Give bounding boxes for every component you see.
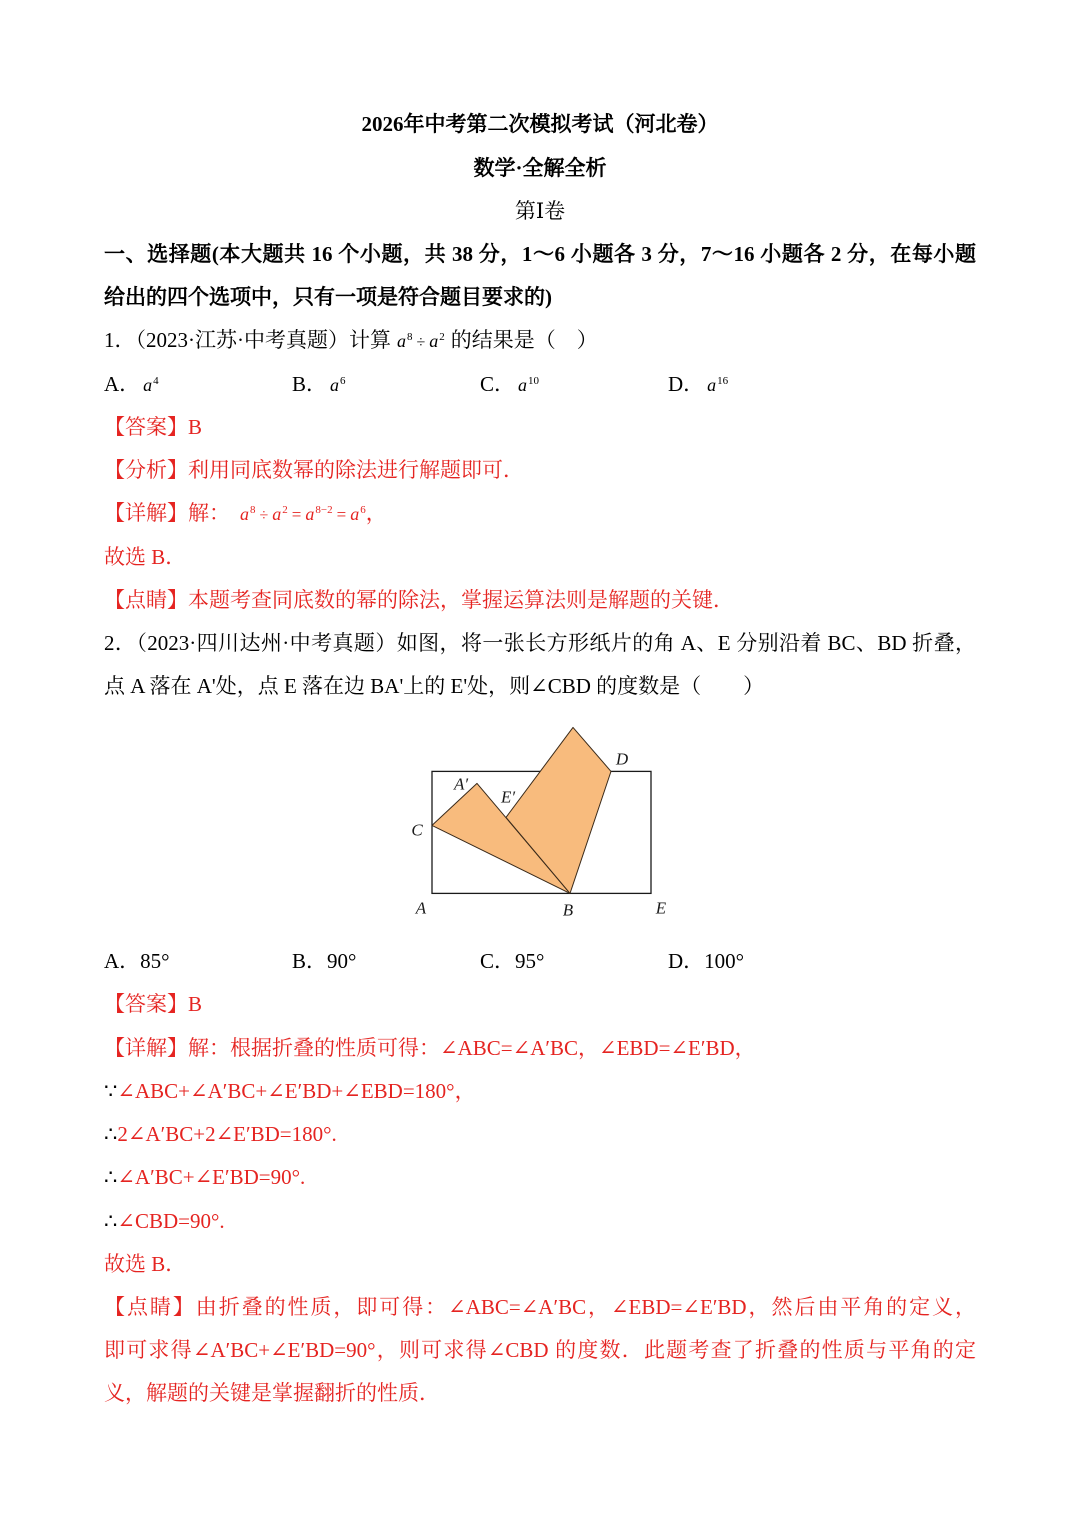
option-base: a bbox=[143, 374, 153, 395]
q2-option-b bbox=[292, 940, 480, 983]
therefore-symbol: ∴ bbox=[104, 1122, 118, 1147]
q1-stem-suffix: 的结果是（ ） bbox=[450, 328, 598, 353]
detail-base: a bbox=[272, 504, 282, 525]
q2-answer: 【答案】B bbox=[104, 992, 203, 1017]
option-math bbox=[707, 375, 728, 395]
q1-comment: 【点睛】本题考查同底数的幂的除法，掌握运算法则是解题的关键． bbox=[104, 587, 734, 612]
because-symbol: ∵ bbox=[104, 1078, 118, 1103]
q1-option-c bbox=[480, 363, 668, 410]
label-b: B bbox=[562, 900, 574, 920]
therefore-symbol: ∴ bbox=[104, 1165, 118, 1190]
q1-expr-base-1: a bbox=[397, 331, 406, 352]
q2-stem-line-1: 2．（2023·四川达州·中考真题）如图，将一张长方形纸片的角 A、E 分别沿着 BC、BD 折叠， bbox=[104, 631, 976, 656]
detail-exponent-1: 8 bbox=[250, 504, 256, 517]
q1-analysis: 【分析】利用同底数幂的除法进行解题即可． bbox=[104, 458, 524, 483]
q2-option-d bbox=[668, 940, 856, 983]
q2-comment-line-3: 义，解题的关键是掌握翻折的性质． bbox=[104, 1381, 440, 1406]
section-heading-line-1: 一、选择题(本大题共 16 个小题，共 38 分，1～6 小题各 3 分，7～16 小题各 2 分，在每小题 bbox=[104, 242, 976, 267]
detail-end-punct: ， bbox=[365, 501, 387, 526]
option-label: D． bbox=[668, 949, 705, 974]
q1-stem bbox=[104, 319, 976, 362]
q1-expr-base-2: a bbox=[429, 331, 439, 352]
detail-base: a bbox=[350, 504, 360, 525]
detail-operator: ÷ bbox=[259, 507, 269, 525]
q1-expr-exponent-1: 8 bbox=[407, 331, 413, 344]
option-label: C． bbox=[480, 371, 516, 396]
option-base: a bbox=[518, 374, 528, 395]
option-label: B． bbox=[292, 949, 328, 974]
q1-detail-prefix: 【详解】解： bbox=[104, 501, 230, 526]
option-exponent: 4 bbox=[153, 374, 159, 387]
detail-base: a bbox=[305, 504, 315, 525]
page-subtitle: 数学·全解全析 bbox=[473, 155, 607, 180]
option-label: A． bbox=[104, 949, 141, 974]
q2-detail-step-2 bbox=[104, 1113, 976, 1156]
option-value: 95° bbox=[515, 949, 545, 974]
q2-option-a bbox=[104, 940, 292, 983]
label-d: D bbox=[615, 749, 629, 769]
q1-stem-prefix: 1．（2023·江苏·中考真题）计算 bbox=[104, 328, 391, 353]
q1-conclusion: 故选 B． bbox=[104, 544, 187, 569]
detail-equals: = bbox=[291, 505, 302, 525]
option-base: a bbox=[707, 374, 717, 395]
q2-detail-line-1: 【详解】解：根据折叠的性质可得：∠ABC=∠A′BC，∠EBD=∠E′BD， bbox=[104, 1035, 756, 1060]
folding-figure bbox=[396, 708, 696, 940]
q1-answer: 【答案】B bbox=[104, 414, 203, 439]
q2-option-c bbox=[480, 940, 668, 983]
q2-comment-line-1: 【点睛】由折叠的性质，即可得：∠ABC=∠A′BC，∠EBD=∠E′BD，然后由平角的定义， bbox=[104, 1295, 976, 1319]
detail-exponent-2: 2 bbox=[282, 504, 288, 517]
page-title: 2026年中考第二次模拟考试（河北卷） bbox=[361, 112, 719, 137]
volume-heading: 第Ⅰ卷 bbox=[514, 198, 566, 223]
option-value: 90° bbox=[327, 949, 357, 974]
detail-exponent-4: 6 bbox=[360, 504, 366, 517]
label-a-prime: A′ bbox=[453, 774, 469, 794]
label-a: A bbox=[415, 898, 427, 918]
detail-exponent-3: 8−2 bbox=[315, 504, 333, 517]
section-heading-line-2: 给出的四个选项中，只有一项是符合题目要求的) bbox=[104, 285, 552, 310]
q2-detail-step-1 bbox=[104, 1070, 976, 1113]
label-e-prime: E′ bbox=[500, 787, 516, 807]
option-base: a bbox=[330, 374, 340, 395]
q2-detail-step-3 bbox=[104, 1156, 976, 1199]
q1-expr-exponent-2: 2 bbox=[439, 331, 445, 344]
option-value: 100° bbox=[704, 949, 745, 974]
therefore-symbol: ∴ bbox=[104, 1208, 118, 1233]
option-label: A． bbox=[104, 371, 141, 396]
q1-detail-math bbox=[240, 504, 366, 524]
q1-options bbox=[104, 363, 976, 406]
step-text: ∠CBD=90°. bbox=[117, 1208, 225, 1233]
q2-comment-line-2: 即可求得∠A′BC+∠E′BD=90°，则可求得∠CBD 的度数．此题考查了折叠的性质与平角的定 bbox=[104, 1338, 976, 1363]
option-math bbox=[518, 375, 539, 395]
q2-options bbox=[104, 940, 976, 983]
q2-detail-step-4 bbox=[104, 1200, 976, 1243]
q1-expression bbox=[397, 331, 445, 351]
option-exponent: 6 bbox=[340, 374, 346, 387]
option-label: C． bbox=[480, 949, 516, 974]
option-exponent: 10 bbox=[528, 374, 540, 387]
q1-option-d bbox=[668, 363, 856, 410]
step-text: ∠ABC+∠A′BC+∠E′BD+∠EBD=180°， bbox=[117, 1078, 476, 1103]
q1-option-a bbox=[104, 363, 292, 410]
q1-expr-operator: ÷ bbox=[416, 334, 426, 352]
label-e: E bbox=[655, 898, 667, 918]
label-c: C bbox=[411, 820, 423, 840]
option-math bbox=[143, 375, 159, 395]
q2-stem-line-2: 点 A 落在 A'处，点 E 落在边 BA'上的 E'处，则∠CBD 的度数是（ ） bbox=[104, 674, 765, 699]
q1-detail bbox=[104, 492, 976, 535]
option-math bbox=[330, 375, 346, 395]
option-label: B． bbox=[292, 371, 328, 396]
q2-figure-block bbox=[0, 708, 1080, 940]
detail-equals: = bbox=[336, 505, 347, 525]
option-value: 85° bbox=[140, 949, 170, 974]
step-text: ∠A′BC+∠E′BD=90°. bbox=[117, 1165, 306, 1190]
q1-option-b bbox=[292, 363, 480, 410]
step-text: 2∠A′BC+2∠E′BD=180°. bbox=[117, 1122, 337, 1147]
q2-conclusion: 故选 B． bbox=[104, 1251, 187, 1276]
option-label: D． bbox=[668, 371, 705, 396]
option-exponent: 16 bbox=[717, 374, 729, 387]
detail-base: a bbox=[240, 504, 249, 525]
